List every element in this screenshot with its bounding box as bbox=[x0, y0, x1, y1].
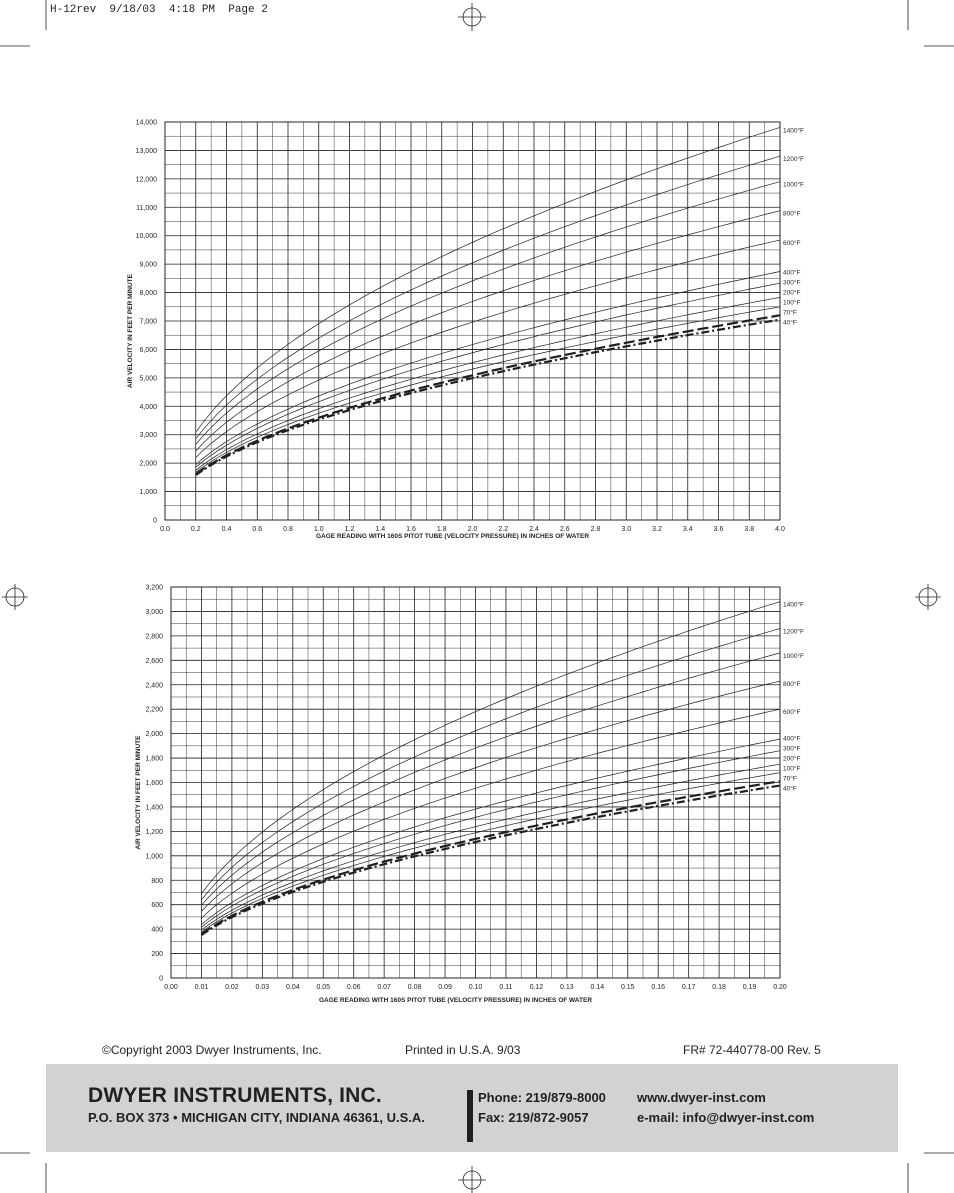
x-tick-label: 0.12 bbox=[529, 984, 544, 991]
phone-number: Phone: 219/879-8000 bbox=[478, 1090, 606, 1105]
series-label: 200°F bbox=[783, 289, 801, 297]
y-tick-label: 1,400 bbox=[145, 804, 163, 812]
y-tick-label: 800 bbox=[151, 877, 163, 885]
banner-divider bbox=[467, 1090, 473, 1142]
y-tick-label: 2,800 bbox=[145, 633, 163, 641]
company-name: DWYER INSTRUMENTS, INC. bbox=[88, 1084, 382, 1107]
y-tick-label: 1,200 bbox=[145, 828, 163, 836]
x-tick-label: 1.2 bbox=[344, 526, 355, 533]
x-tick-label: 2.6 bbox=[559, 526, 570, 533]
fax-number: Fax: 219/872-9057 bbox=[478, 1110, 589, 1125]
x-tick-label: 1.8 bbox=[436, 526, 447, 533]
x-tick-label: 3.4 bbox=[682, 526, 693, 533]
x-tick-label: 4.0 bbox=[775, 526, 785, 533]
x-tick-label: 2.0 bbox=[467, 526, 478, 533]
y-tick-label: 400 bbox=[151, 926, 163, 934]
x-tick-label: 3.6 bbox=[713, 526, 724, 533]
series-label: 300°F bbox=[783, 279, 801, 287]
x-tick-label: 3.0 bbox=[621, 526, 632, 533]
x-tick-label: 2.4 bbox=[529, 526, 539, 533]
y-tick-label: 9,000 bbox=[139, 261, 157, 269]
x-tick-label: 0.18 bbox=[712, 984, 726, 991]
y-tick-label: 13,000 bbox=[135, 147, 157, 155]
x-tick-label: 0.15 bbox=[620, 984, 635, 991]
website-link[interactable]: www.dwyer-inst.com bbox=[637, 1090, 766, 1105]
x-tick-label: 0.16 bbox=[651, 984, 666, 991]
series-label: 40°F bbox=[783, 785, 797, 793]
form-number-text: FR# 72-440778-00 Rev. 5 bbox=[683, 1043, 821, 1057]
series-label: 300°F bbox=[783, 745, 801, 753]
series-label: 800°F bbox=[783, 681, 801, 689]
y-tick-label: 0 bbox=[153, 517, 157, 525]
series-label: 800°F bbox=[783, 210, 801, 218]
x-tick-label: 0.03 bbox=[255, 984, 270, 991]
x-tick-label: 0.20 bbox=[773, 984, 787, 991]
y-tick-label: 2,600 bbox=[145, 657, 163, 665]
y-tick-label: 11,000 bbox=[136, 204, 157, 212]
y-tick-label: 1,800 bbox=[145, 755, 163, 763]
x-tick-label: 0.4 bbox=[221, 526, 232, 533]
x-tick-label: 0.07 bbox=[377, 984, 391, 991]
series-label: 1200°F bbox=[783, 156, 805, 164]
x-tick-label: 2.8 bbox=[590, 526, 601, 533]
y-tick-label: 200 bbox=[151, 951, 163, 959]
series-label: 1400°F bbox=[783, 127, 805, 135]
x-tick-label: 0.01 bbox=[194, 984, 209, 991]
y-tick-label: 7,000 bbox=[139, 318, 157, 326]
x-tick-label: 0.10 bbox=[468, 984, 483, 991]
x-tick-label: 0.6 bbox=[252, 526, 263, 533]
y-tick-label: 8,000 bbox=[139, 290, 157, 298]
x-tick-label: 0.04 bbox=[285, 984, 300, 991]
y-tick-label: 3,200 bbox=[145, 584, 163, 592]
y-tick-label: 1,000 bbox=[139, 489, 157, 497]
company-address: P.O. BOX 373 • MICHIGAN CITY, INDIANA 46361, U.S.A. bbox=[88, 1110, 425, 1125]
x-axis-label: GAGE READING WITH 160S PITOT TUBE (VELOCITY PRESSURE) IN INCHES OF WATER bbox=[318, 997, 593, 1004]
series-label: 100°F bbox=[783, 299, 801, 307]
x-tick-label: 0.11 bbox=[499, 984, 513, 991]
y-tick-label: 2,000 bbox=[145, 731, 163, 739]
y-tick-label: 10,000 bbox=[135, 233, 157, 241]
x-tick-label: 3.8 bbox=[744, 526, 755, 533]
x-tick-label: 0.06 bbox=[346, 984, 361, 991]
y-tick-label: 600 bbox=[151, 902, 163, 910]
series-label: 1000°F bbox=[783, 652, 805, 660]
x-tick-label: 1.0 bbox=[313, 526, 324, 533]
chart-grid bbox=[165, 122, 780, 520]
x-tick-label: 0.14 bbox=[590, 984, 605, 991]
copyright-text: ©Copyright 2003 Dwyer Instruments, Inc. bbox=[102, 1043, 322, 1057]
series-label: 400°F bbox=[783, 735, 801, 743]
series-label: 1000°F bbox=[783, 181, 805, 189]
y-axis-label: AIR VELOCITY IN FEET PER MINUTE bbox=[127, 273, 134, 389]
x-tick-label: 0.19 bbox=[742, 984, 757, 991]
x-tick-label: 0.08 bbox=[407, 984, 422, 991]
chart-1 bbox=[127, 120, 804, 541]
email-link[interactable]: e-mail: info@dwyer-inst.com bbox=[637, 1110, 815, 1125]
y-tick-label: 3,000 bbox=[139, 432, 157, 440]
y-tick-label: 12,000 bbox=[135, 176, 157, 184]
series-label: 1200°F bbox=[783, 628, 805, 636]
series-label: 70°F bbox=[783, 309, 797, 317]
series-label: 400°F bbox=[783, 269, 801, 277]
y-tick-label: 14,000 bbox=[135, 119, 157, 127]
series-label: 200°F bbox=[783, 755, 801, 763]
y-tick-label: 1,600 bbox=[145, 780, 163, 787]
y-tick-label: 6,000 bbox=[139, 346, 157, 354]
printed-text: Printed in U.S.A. 9/03 bbox=[405, 1043, 521, 1057]
x-tick-label: 0.0 bbox=[160, 526, 170, 533]
y-tick-label: 4,000 bbox=[139, 403, 157, 411]
x-tick-label: 0.05 bbox=[316, 984, 331, 991]
x-tick-label: 3.2 bbox=[652, 526, 662, 533]
y-tick-label: 3,000 bbox=[145, 608, 163, 616]
x-tick-label: 0.09 bbox=[438, 984, 452, 991]
y-tick-label: 1,000 bbox=[145, 853, 163, 861]
chart-grid bbox=[171, 587, 780, 978]
series-label: 600°F bbox=[783, 239, 801, 247]
series-label: 100°F bbox=[783, 765, 801, 773]
y-tick-label: 2,400 bbox=[145, 682, 163, 690]
company-banner bbox=[46, 1064, 898, 1152]
x-tick-label: 1.6 bbox=[406, 526, 416, 533]
y-tick-label: 2,000 bbox=[139, 460, 157, 468]
x-tick-label: 0.00 bbox=[164, 984, 178, 991]
x-tick-label: 0.02 bbox=[225, 984, 239, 991]
series-label: 40°F bbox=[783, 319, 797, 327]
print-header: H-12rev 9/18/03 4:18 PM Page 2 bbox=[50, 4, 268, 16]
y-tick-label: 0 bbox=[159, 975, 163, 983]
x-tick-label: 0.17 bbox=[681, 984, 696, 991]
x-tick-label: 0.2 bbox=[190, 526, 201, 533]
x-tick-label: 0.13 bbox=[560, 984, 574, 991]
x-tick-label: 2.2 bbox=[498, 526, 509, 533]
x-tick-label: 1.4 bbox=[375, 526, 386, 533]
x-axis-label: GAGE READING WITH 160S PITOT TUBE (VELOCITY PRESSURE) IN INCHES OF WATER bbox=[315, 533, 590, 540]
chart-2 bbox=[135, 585, 804, 1005]
series-label: 1400°F bbox=[783, 601, 805, 609]
series-label: 70°F bbox=[783, 775, 797, 783]
series-label: 600°F bbox=[783, 709, 801, 717]
y-tick-label: 5,000 bbox=[139, 375, 157, 383]
x-tick-label: 0.8 bbox=[283, 526, 293, 533]
y-axis-label: AIR VELOCITY IN FEET PER MINUTE bbox=[135, 735, 142, 850]
y-tick-label: 2,200 bbox=[145, 706, 163, 714]
